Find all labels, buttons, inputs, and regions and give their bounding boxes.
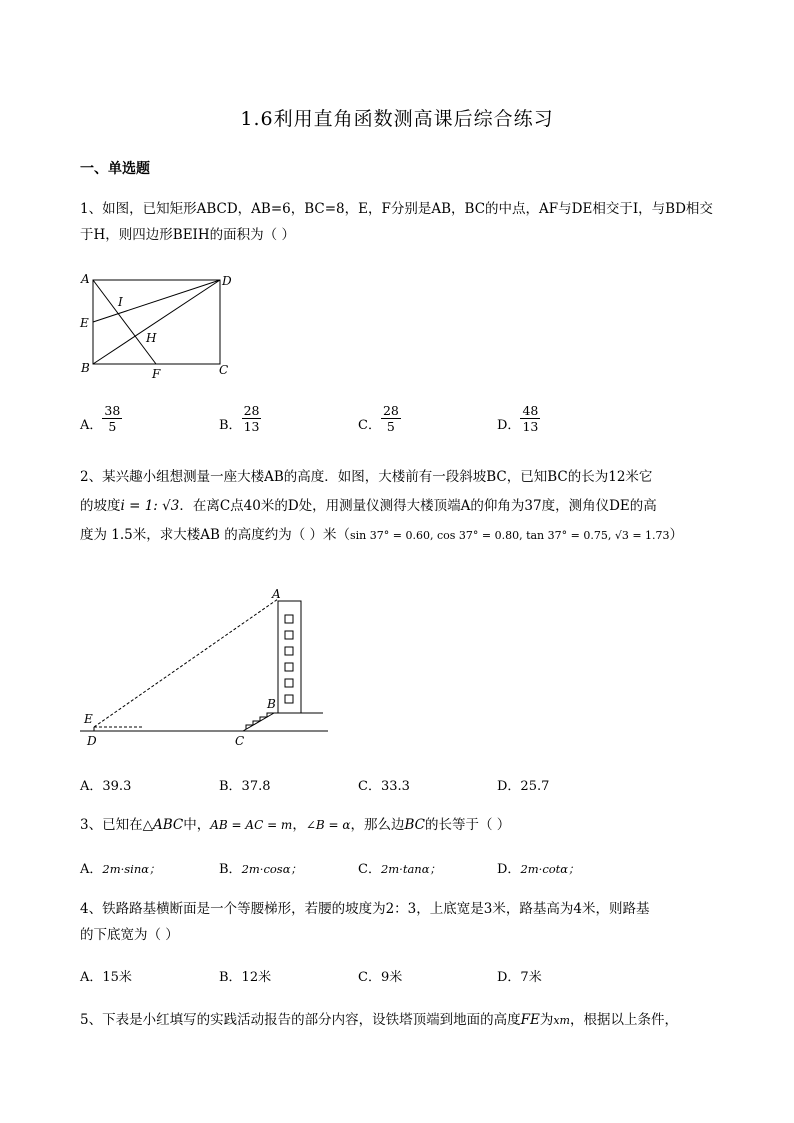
- q4-option-a[interactable]: A．15米: [80, 970, 132, 985]
- label-b: B: [267, 697, 276, 711]
- q1-option-d[interactable]: D． $\frac{48}{13}$: [497, 403, 539, 434]
- label-i: I: [118, 295, 123, 309]
- label-a: A: [272, 587, 281, 601]
- question-2-text: [80, 463, 720, 550]
- page-title: 1.6利用直角函数测高课后综合练习: [240, 108, 554, 130]
- question-4-text: [80, 896, 720, 948]
- q4-option-c[interactable]: C．9米: [358, 970, 403, 985]
- q3-option-a[interactable]: A．2m·sinα；: [80, 862, 161, 877]
- q1-option-a[interactable]: A． $\frac{38}{5}$: [80, 403, 121, 434]
- label-d: D: [87, 734, 97, 748]
- section-heading: 一、单选题: [80, 161, 150, 177]
- label-e: E: [80, 316, 89, 330]
- q2-option-c[interactable]: C．33.3: [358, 779, 410, 794]
- q3-option-b[interactable]: B．2m·cosα；: [219, 862, 302, 877]
- q1-option-b[interactable]: B． $\frac{28}{13}$: [219, 403, 260, 434]
- q1-option-c[interactable]: C． $\frac{28}{5}$: [358, 403, 399, 434]
- slope-formula: i = 1: √3: [120, 498, 180, 514]
- q3-option-c[interactable]: C．2m·tanα；: [358, 862, 441, 877]
- label-b: B: [81, 361, 90, 375]
- q2-option-d[interactable]: D．25.7: [497, 779, 550, 794]
- label-e: E: [84, 712, 93, 726]
- slope-bc: [243, 713, 274, 731]
- question-5-text: 5、下表是小红填写的实践活动报告的部分内容，设铁塔顶端到地面的高度FE为xm，根据以上条件，: [80, 1012, 678, 1028]
- sight-line: [94, 599, 278, 727]
- segment-bd: [93, 280, 220, 364]
- label-f: F: [152, 367, 161, 381]
- q3-option-d[interactable]: D．2m·cotα；: [497, 862, 580, 877]
- q2-building-figure: [76, 584, 336, 750]
- segment-de: [93, 280, 220, 322]
- q1-line-1: 1、如图，已知矩形ABCD，AB=6，BC=8，E，F分别是AB，BC的中点，AF与DE相交于I，与BD相交: [80, 201, 713, 217]
- trig-values: sin 37° = 0.60, cos 37° = 0.80, tan 37° = 0.75, √3 = 1.73: [350, 529, 670, 542]
- question-3-text: 3、已知在△ABC中，AB = AC = m，∠B = α，那么边BC的长等于（ ）: [80, 817, 511, 833]
- q2-option-a[interactable]: A．39.3: [80, 779, 132, 794]
- q2-line-1: 2、某兴趣小组想测量一座大楼AB的高度．如图，大楼前有一段斜坡BC，已知BC的长为12米它: [80, 469, 653, 485]
- label-a: A: [81, 272, 90, 286]
- label-d: D: [222, 274, 232, 288]
- q4-option-d[interactable]: D．7米: [497, 970, 542, 985]
- q2-line-3: 度为 1.5米，求大楼AB 的高度约为（ ）米（sin 37° = 0.60, cos 37° = 0.80, tan 37° = 0.75, √3 = 1.73）: [80, 527, 684, 543]
- q2-line-2: 的坡度i = 1: √3．在离C点40米的D处，用测量仪测得大楼顶端A的仰角为37度，测角仪DE的高: [80, 498, 657, 514]
- label-c: C: [219, 363, 229, 377]
- label-h: H: [146, 331, 157, 345]
- q4-line-1: 4、铁路路基横断面是一个等腰梯形，若腰的坡度为2：3，上底宽是3米，路基高为4米，则路基: [80, 901, 650, 917]
- q2-option-b[interactable]: B．37.8: [219, 779, 271, 794]
- q4-option-b[interactable]: B．12米: [219, 970, 272, 985]
- segment-af: [93, 280, 156, 364]
- q1-line-2: 于H，则四边形BEIH的面积为（ ）: [80, 227, 295, 243]
- label-c: C: [235, 734, 245, 748]
- q4-line-2: 的下底宽为（ ）: [80, 927, 179, 943]
- q1-options: [80, 404, 720, 444]
- question-1-text: [80, 196, 720, 248]
- q1-rectangle-figure: [76, 268, 246, 386]
- building: [278, 601, 301, 713]
